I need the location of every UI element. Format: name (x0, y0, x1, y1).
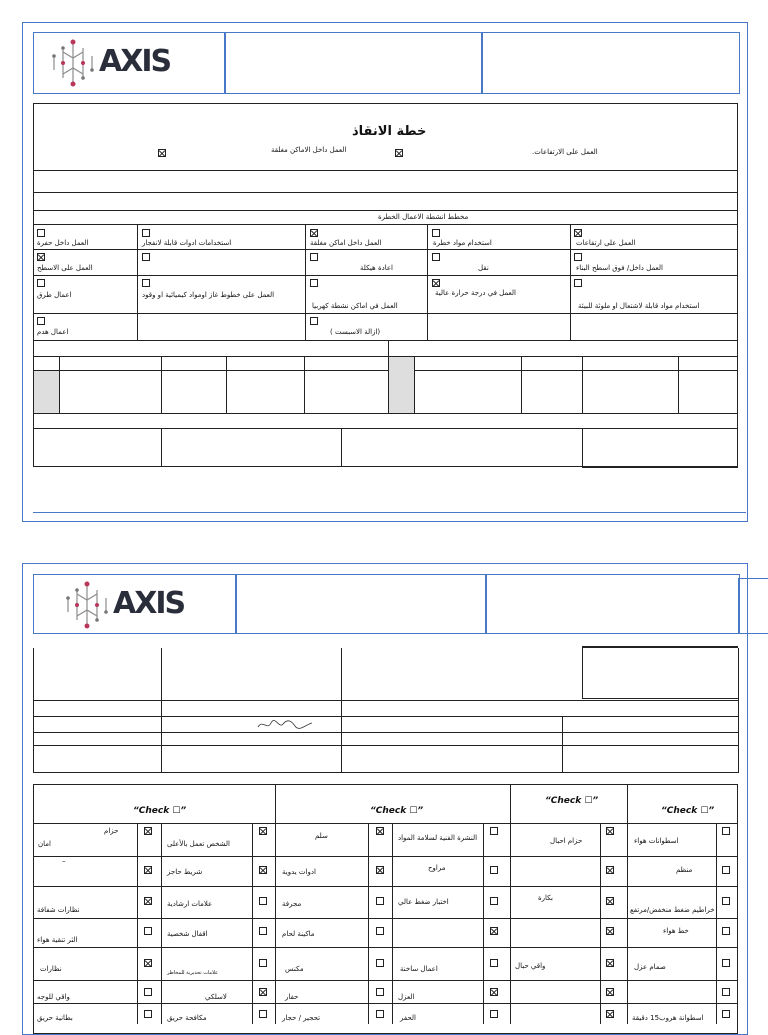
checklist-item: خراطيم ضغط منخفض/مرتفع (630, 906, 715, 914)
checklist-checkbox[interactable] (144, 927, 152, 935)
checklist-item: اسطوانات هواء (634, 837, 679, 845)
checklist-checkbox[interactable] (606, 959, 614, 967)
signature-icon (255, 717, 315, 733)
checklist-checkbox[interactable] (606, 827, 614, 835)
activity-label: العمل في اماكن نشطة كهربيا (312, 302, 398, 310)
page2-header-overflow (738, 578, 768, 634)
activity-checkbox-gas-lines[interactable] (142, 279, 150, 287)
checklist-checkbox[interactable] (722, 1010, 730, 1018)
checklist-checkbox[interactable] (722, 959, 730, 967)
activity-checkbox-roads[interactable] (37, 279, 45, 287)
activity-checkbox-hazmat[interactable] (432, 229, 440, 237)
activity-label: العمل على الاسطح (37, 264, 93, 272)
checklist-item: مكافحة حريق (167, 1014, 207, 1022)
checklist-checkbox[interactable] (259, 959, 267, 967)
activity-label: العمل في درجة حرارة عالية (435, 289, 516, 297)
page2-header-right-cell (485, 574, 740, 634)
checklist-item: العزل (398, 993, 415, 1001)
activity-label: استخدامات ادوات قابلة لانفجار (142, 239, 232, 247)
gray-cell (34, 371, 59, 413)
activity-label: العمل داخل حفرة (37, 239, 89, 247)
activity-label: نقل (478, 264, 489, 272)
checklist-item: بكارة (538, 894, 553, 902)
checklist-checkbox[interactable] (376, 1010, 384, 1018)
checklist-checkbox[interactable] (606, 988, 614, 996)
activity-checkbox-hot-temp[interactable] (432, 279, 440, 287)
checklist-item: الحفر (400, 1014, 416, 1022)
checklist-item: نظارات شفافة (37, 906, 80, 914)
checklist-item: الشخص تعمل بالأعلى (167, 840, 230, 848)
checklist-checkbox[interactable] (376, 988, 384, 996)
checklist-item: تحجير / حجار (282, 1014, 321, 1022)
page2-header-middle-cell (235, 574, 487, 634)
activity-label: اعمال طرق (37, 291, 72, 299)
activity-checkbox-confined[interactable] (310, 229, 318, 237)
checklist-item: بطانية حريق (37, 1014, 73, 1022)
work-heights-label: العمل على الارتفاعات. (532, 148, 598, 156)
checklist-checkbox[interactable] (144, 1010, 152, 1018)
activity-checkbox-explosive[interactable] (142, 229, 150, 237)
activity-label: العمل داخل/ فوق اسطح البناء (576, 264, 663, 272)
checklist-checkbox[interactable] (490, 866, 498, 874)
activity-checkbox-asbestos[interactable] (310, 317, 318, 325)
page1-title: خطة الانقاذ (352, 124, 427, 139)
activity-checkbox-electric[interactable] (310, 279, 318, 287)
activity-label: العمل على خطوط غاز اومواد كيميائية او وقود (142, 291, 275, 299)
checklist-checkbox[interactable] (259, 866, 267, 874)
activity-checkbox-heights[interactable] (574, 229, 582, 237)
checklist-checkbox[interactable] (259, 988, 267, 996)
check-header: “Check ☐” (370, 806, 424, 816)
checklist-item: حزام (104, 827, 119, 835)
checklist-item: منظم (676, 866, 693, 874)
checklist-item: النشرة الفنية لسلامة المواد (398, 834, 478, 842)
activity-label: العمل على ارتفاعات (576, 239, 636, 247)
checklist-checkbox[interactable] (144, 897, 152, 905)
checklist-item: الثر تنقية هواء (37, 936, 78, 944)
activity-checkbox-pit[interactable] (37, 229, 45, 237)
activity-label: العمل داخل اماكن مغلقة (310, 239, 382, 247)
checklist-checkbox[interactable] (376, 897, 384, 905)
checklist-checkbox[interactable] (376, 866, 384, 874)
page1-header-middle-cell (224, 32, 483, 94)
checklist-checkbox[interactable] (490, 1010, 498, 1018)
checklist-item: واقي حبال (515, 962, 546, 970)
checklist-checkbox[interactable] (144, 827, 152, 835)
checklist-checkbox[interactable] (259, 927, 267, 935)
axis-logo-icon (62, 580, 112, 630)
activity-checkbox-surfaces[interactable] (37, 253, 45, 261)
work-confined-checkbox[interactable] (158, 149, 166, 157)
checklist-checkbox[interactable] (490, 959, 498, 967)
checklist-checkbox[interactable] (376, 927, 384, 935)
checklist-checkbox[interactable] (376, 959, 384, 967)
checklist-checkbox[interactable] (259, 897, 267, 905)
hazard-plan-label: مخطط انشطة الاعمال الخطرة (378, 213, 469, 221)
activity-label: استخدام مواد خطرة (433, 239, 492, 247)
checklist-item: اسطوانة هروب15 دقيقة (632, 1014, 704, 1022)
work-confined-label: العمل داخل الاماكن مغلقة (271, 146, 347, 154)
activity-checkbox-empty[interactable] (142, 253, 150, 261)
checklist-item: سلم (315, 832, 328, 840)
checklist-checkbox[interactable] (606, 866, 614, 874)
activity-checkbox-roof[interactable] (574, 253, 582, 261)
checklist-checkbox[interactable] (722, 988, 730, 996)
activity-checkbox-flammable[interactable] (574, 279, 582, 287)
check-header: “Check ☐” (133, 806, 187, 816)
checklist-checkbox[interactable] (722, 897, 730, 905)
activity-checkbox-demolition[interactable] (37, 317, 45, 325)
checklist-checkbox[interactable] (722, 827, 730, 835)
checklist-item: مكنس (285, 965, 304, 973)
checklist-checkbox[interactable] (606, 1010, 614, 1018)
checklist-checkbox[interactable] (490, 897, 498, 905)
work-heights-checkbox[interactable] (395, 149, 403, 157)
checklist-checkbox[interactable] (376, 827, 384, 835)
checklist-item: امان (38, 840, 51, 848)
checklist-checkbox[interactable] (606, 927, 614, 935)
gray-cell (389, 357, 414, 413)
checklist-item: علامات ارشادية (167, 900, 213, 908)
checklist-item: خط هواء (663, 927, 689, 935)
dash-mark: – (62, 857, 66, 865)
page1-footer-line (33, 512, 746, 513)
checklist-checkbox[interactable] (490, 827, 498, 835)
checklist-item: مراوح (428, 864, 446, 872)
checklist-item: حزام احبال (550, 837, 583, 845)
checklist-item: شريط حاجز (167, 868, 203, 876)
checklist-item: صمام عزل (634, 963, 666, 971)
activity-checkbox-transport[interactable] (432, 253, 440, 261)
checklist-item small: علامات تحذيرية للمخاطر (167, 970, 219, 976)
checklist-item: اعمال ساخنة (400, 965, 438, 973)
checklist-checkbox[interactable] (144, 959, 152, 967)
checklist-item: نظارات (40, 965, 62, 973)
check-header: “Check ☐” (545, 796, 599, 806)
checklist-item: لاسلكي (205, 993, 227, 1001)
checklist-item: اختبار ضغط عالي (398, 898, 449, 906)
checklist-checkbox[interactable] (144, 866, 152, 874)
activity-label: استخدام مواد قابلة لاشتعال او ملوثة للبيئة (578, 302, 700, 310)
checklist-checkbox[interactable] (144, 988, 152, 996)
axis-logo-icon (48, 38, 98, 88)
activity-label: اعمال هدم (37, 328, 69, 336)
checklist-item: مجرفة (282, 900, 302, 908)
checklist-checkbox[interactable] (259, 1010, 267, 1018)
page1-header-right-cell (481, 32, 740, 94)
checklist-checkbox[interactable] (259, 827, 267, 835)
checklist-item: اقفال شخصية (167, 930, 208, 938)
checklist-item: ادوات يدوية (282, 868, 316, 876)
logo-text: AXIS (113, 586, 185, 621)
checklist-item: حفار (285, 993, 299, 1001)
activity-checkbox-restructure[interactable] (310, 253, 318, 261)
check-header: “Check ☐” (661, 806, 715, 816)
checklist-item: ماكينة لحام (282, 930, 315, 938)
checklist-checkbox[interactable] (722, 927, 730, 935)
checklist-checkbox[interactable] (722, 866, 730, 874)
logo-text: AXIS (99, 44, 171, 79)
checklist-item: واقي للوجه (37, 993, 70, 1001)
activity-label: اعادة هيكلة (360, 264, 394, 272)
checklist-checkbox[interactable] (490, 988, 498, 996)
activity-label: (ازالة الاسبست ) (330, 328, 381, 336)
checklist-checkbox[interactable] (606, 897, 614, 905)
checklist-checkbox[interactable] (490, 927, 498, 935)
